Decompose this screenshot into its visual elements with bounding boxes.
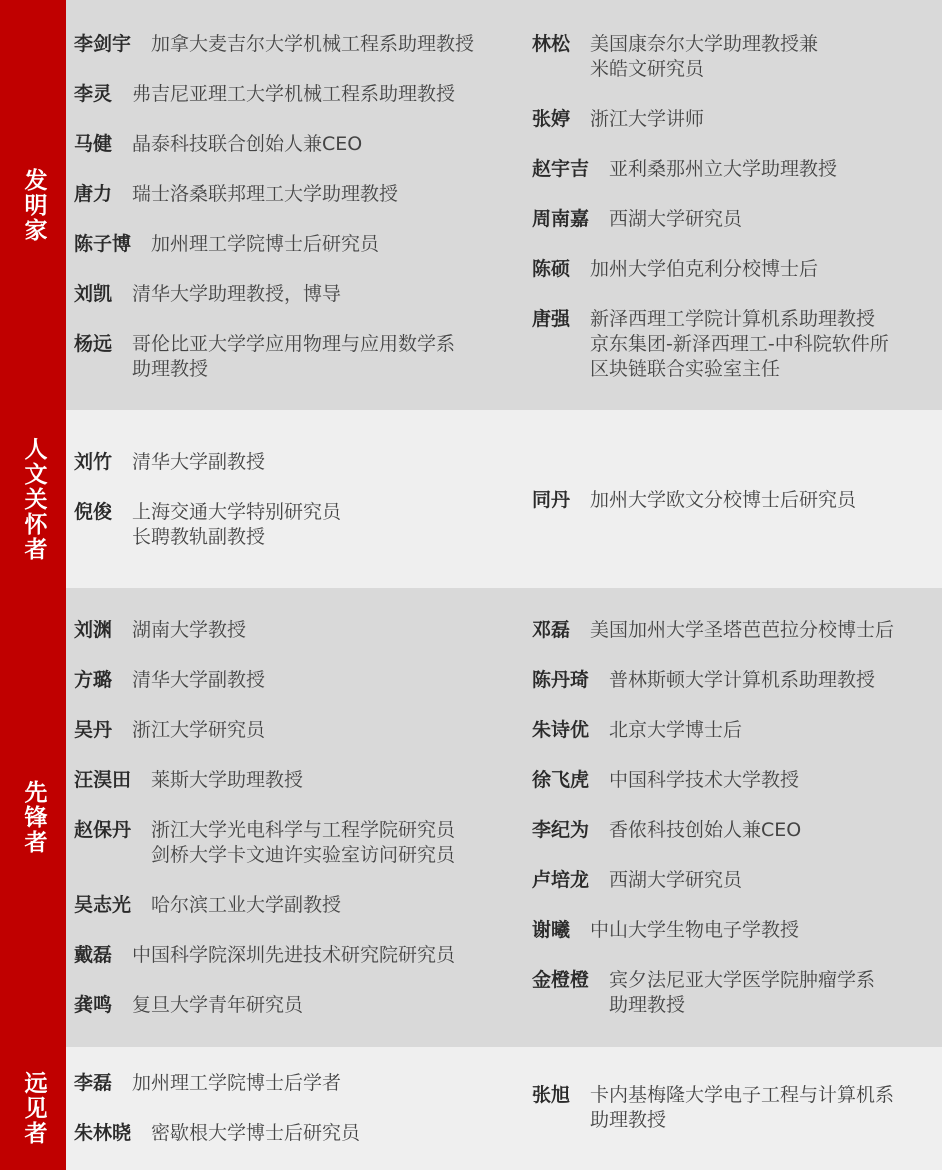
person-name: 赵宇吉	[532, 158, 590, 180]
section-visionary	[0, 1047, 942, 1170]
person-name: 刘渊	[74, 619, 113, 641]
person-entry	[74, 282, 341, 307]
category-label-bar	[0, 410, 66, 588]
person-entry	[532, 818, 801, 843]
person-entry	[532, 868, 742, 893]
person-name: 李纪为	[532, 819, 590, 841]
category-label: 先锋者	[20, 780, 47, 855]
person-name: 卢培龙	[532, 869, 590, 891]
person-entry	[74, 132, 362, 157]
person-affiliation: 莱斯大学助理教授	[151, 769, 304, 791]
person-name: 汪淏田	[74, 769, 132, 791]
person-affiliation: 复旦大学青年研究员	[132, 994, 304, 1016]
person-entry	[74, 332, 455, 382]
person-entry	[74, 993, 303, 1018]
person-affiliation: 上海交通大学特别研究员 长聘教轨副教授	[132, 501, 342, 548]
section-pioneer	[0, 588, 942, 1047]
person-entry	[74, 500, 341, 550]
person-name: 唐强	[532, 308, 571, 330]
person-affiliation: 香侬科技创始人兼CEO	[609, 819, 802, 841]
person-affiliation: 弗吉尼亚理工大学机械工程系助理教授	[132, 83, 456, 105]
person-affiliation: 浙江大学光电科学与工程学院研究员 剑桥大学卡文迪许实验室访问研究员	[151, 819, 456, 866]
person-affiliation: 中山大学生物电子学教授	[590, 919, 800, 941]
section-inventor	[0, 0, 942, 410]
person-entry	[74, 818, 455, 868]
person-name: 张婷	[532, 108, 571, 130]
person-entry	[74, 182, 398, 207]
person-name: 戴磊	[74, 944, 113, 966]
person-entry	[532, 307, 889, 382]
person-name: 龚鸣	[74, 994, 113, 1016]
person-entry	[532, 618, 894, 643]
person-name: 刘竹	[74, 451, 113, 473]
person-name: 朱诗优	[532, 719, 590, 741]
person-entry	[532, 488, 856, 513]
category-label: 人文关怀者	[20, 436, 47, 562]
category-label-bar	[0, 588, 66, 1047]
person-entry	[532, 968, 875, 1018]
person-entry	[74, 943, 455, 968]
person-entry	[532, 207, 742, 232]
person-entry	[532, 257, 818, 282]
person-affiliation: 中国科学技术大学教授	[609, 769, 800, 791]
person-affiliation: 哈尔滨工业大学副教授	[151, 894, 342, 916]
person-affiliation: 卡内基梅隆大学电子工程与计算机系 助理教授	[590, 1084, 895, 1131]
person-affiliation: 清华大学助理教授，博导	[132, 283, 342, 305]
person-entry	[532, 668, 875, 693]
person-name: 同丹	[532, 489, 571, 511]
person-affiliation: 宾夕法尼亚大学医学院肿瘤学系 助理教授	[609, 969, 876, 1016]
person-entry	[74, 82, 455, 107]
person-affiliation: 密歇根大学博士后研究员	[151, 1122, 361, 1144]
person-entry	[74, 768, 303, 793]
section-humanist	[0, 410, 942, 588]
person-entry	[532, 918, 799, 943]
person-affiliation: 加州理工学院博士后学者	[132, 1072, 342, 1094]
person-name: 林松	[532, 33, 571, 55]
person-affiliation: 加州大学伯克利分校博士后	[590, 258, 819, 280]
category-label-bar	[0, 0, 66, 410]
person-entry	[532, 107, 704, 132]
person-name: 邓磊	[532, 619, 571, 641]
person-name: 周南嘉	[532, 208, 590, 230]
person-name: 李剑宇	[74, 33, 132, 55]
person-affiliation: 普林斯顿大学计算机系助理教授	[609, 669, 876, 691]
person-name: 方璐	[74, 669, 113, 691]
person-entry	[74, 232, 379, 257]
person-entry	[74, 450, 265, 475]
person-affiliation: 晶泰科技联合创始人兼CEO	[132, 133, 363, 155]
person-entry	[532, 718, 742, 743]
person-entry	[74, 618, 246, 643]
person-name: 李磊	[74, 1072, 113, 1094]
category-label-bar	[0, 1047, 66, 1170]
person-affiliation: 北京大学博士后	[609, 719, 743, 741]
person-affiliation: 加州理工学院博士后研究员	[151, 233, 380, 255]
person-name: 杨远	[74, 333, 113, 355]
person-affiliation: 浙江大学研究员	[132, 719, 266, 741]
person-affiliation: 西湖大学研究员	[609, 869, 743, 891]
section-content	[66, 588, 942, 1047]
person-entry	[74, 668, 265, 693]
section-content	[66, 1047, 942, 1170]
person-name: 张旭	[532, 1084, 571, 1106]
section-content	[66, 0, 942, 410]
person-affiliation: 亚利桑那州立大学助理教授	[609, 158, 838, 180]
person-affiliation: 加拿大麦吉尔大学机械工程系助理教授	[151, 33, 475, 55]
person-affiliation: 美国加州大学圣塔芭芭拉分校博士后	[590, 619, 895, 641]
person-affiliation: 美国康奈尔大学助理教授兼 米皓文研究员	[590, 33, 819, 80]
person-name: 唐力	[74, 183, 113, 205]
person-affiliation: 哥伦比亚大学学应用物理与应用数学系 助理教授	[132, 333, 456, 380]
person-entry	[74, 32, 474, 57]
person-entry	[532, 768, 799, 793]
person-name: 陈丹琦	[532, 669, 590, 691]
person-name: 李灵	[74, 83, 113, 105]
section-content	[66, 410, 942, 588]
person-affiliation: 瑞士洛桑联邦理工大学助理教授	[132, 183, 399, 205]
person-name: 赵保丹	[74, 819, 132, 841]
person-name: 徐飞虎	[532, 769, 590, 791]
person-name: 马健	[74, 133, 113, 155]
person-affiliation: 西湖大学研究员	[609, 208, 743, 230]
person-name: 刘凯	[74, 283, 113, 305]
person-affiliation: 清华大学副教授	[132, 451, 266, 473]
category-label: 发明家	[20, 167, 47, 243]
person-name: 金橙橙	[532, 969, 590, 991]
person-entry	[74, 893, 341, 918]
person-entry	[532, 1083, 894, 1133]
person-name: 倪俊	[74, 501, 113, 523]
person-name: 吴志光	[74, 894, 132, 916]
person-entry	[74, 718, 265, 743]
person-affiliation: 湖南大学教授	[132, 619, 247, 641]
person-entry	[532, 32, 818, 82]
category-label: 远见者	[20, 1071, 47, 1146]
person-name: 陈子博	[74, 233, 132, 255]
person-affiliation: 加州大学欧文分校博士后研究员	[590, 489, 857, 511]
person-name: 谢曦	[532, 919, 571, 941]
person-affiliation: 新泽西理工学院计算机系助理教授 京东集团-新泽西理工-中科院软件所 区块链联合实验室主任	[590, 308, 889, 380]
person-affiliation: 清华大学副教授	[132, 669, 266, 691]
person-name: 吴丹	[74, 719, 113, 741]
person-affiliation: 浙江大学讲师	[590, 108, 705, 130]
person-name: 陈硕	[532, 258, 571, 280]
person-affiliation: 中国科学院深圳先进技术研究院研究员	[132, 944, 456, 966]
person-entry	[74, 1071, 341, 1096]
person-entry	[532, 157, 837, 182]
person-name: 朱林晓	[74, 1122, 132, 1144]
person-entry	[74, 1121, 360, 1146]
